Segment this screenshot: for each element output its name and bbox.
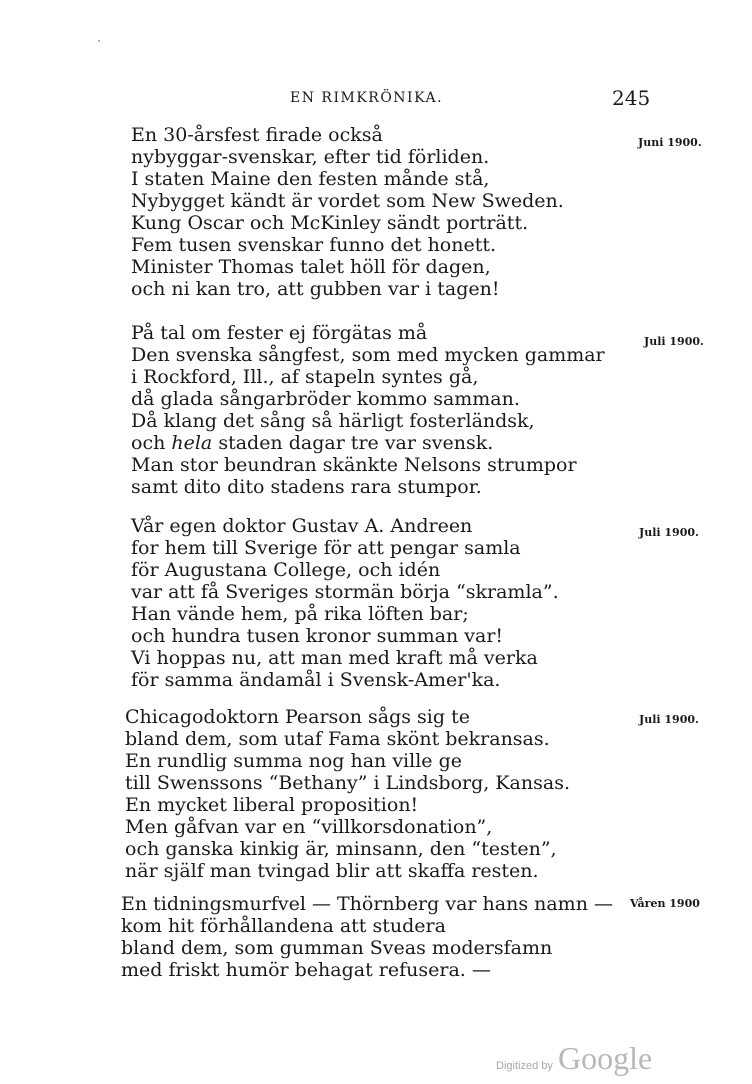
verse-line: Fem tusen svenskar funno det honett. <box>131 234 497 256</box>
verse-line: med friskt humör behagat refusera. — <box>121 959 491 981</box>
verse-line-rest: staden dagar tre var svensk. <box>218 432 494 454</box>
verse-line: och ganska kinkig är, minsann, den “testen”, <box>125 838 557 860</box>
margin-date: Juni 1900. <box>638 136 702 149</box>
verse-line: Minister Thomas talet höll för dagen, <box>131 256 491 278</box>
verse-line: Han vände hem, på rika löften bar; <box>131 603 469 625</box>
verse-line: En rundlig summa nog han ville ge <box>125 750 462 772</box>
page-number: 245 <box>612 86 651 110</box>
verse-line: Då klang det sång så härligt fosterländsk, <box>131 410 535 432</box>
verse-line: för Augustana College, och idén <box>131 559 441 581</box>
verse-line: var att få Sveriges stormän börja “skramla”. <box>131 581 559 603</box>
emphasized-word: hela <box>171 432 213 454</box>
verse-line: På tal om fester ej förgätas må <box>131 322 428 344</box>
verse-line: nybyggar-svenskar, efter tid förliden. <box>131 146 490 168</box>
margin-date: Juli 1900. <box>644 335 704 348</box>
verse-line-prefix: och <box>131 432 166 454</box>
margin-date: Juli 1900. <box>639 526 699 539</box>
verse-line: Kung Oscar och McKinley sändt porträtt. <box>131 212 529 234</box>
verse-line: Den svenska sångfest, som med mycken gammar <box>131 344 605 366</box>
verse-line: till Swenssons “Bethany” i Lindsborg, Kansas. <box>125 772 570 794</box>
watermark-prefix: Digitized by <box>496 1060 553 1072</box>
verse-line: En mycket liberal proposition! <box>125 794 419 816</box>
verse-line: samt dito dito stadens rara stumpor. <box>131 476 482 498</box>
running-title: EN RIMKRÖNIKA. <box>290 90 444 106</box>
verse-line: i Rockford, Ill., af stapeln syntes gå, <box>131 366 479 388</box>
verse-line: kom hit förhållandena att studera <box>121 915 446 937</box>
page-speck <box>98 40 100 42</box>
verse-line-with-emphasis <box>131 432 493 454</box>
verse-line: Vi hoppas nu, att man med kraft må verka <box>131 647 538 669</box>
google-logo: Google <box>558 1040 653 1076</box>
verse-line: bland dem, som gumman Sveas modersfamn <box>121 937 553 959</box>
verse-line: Men gåfvan var en “villkorsdonation”, <box>125 816 493 838</box>
page-header <box>0 86 752 110</box>
verse-line: då glada sångarbröder kommo samman. <box>131 388 520 410</box>
verse-line: for hem till Sverige för att pengar samla <box>131 537 521 559</box>
verse-line: Nybygget kändt är vordet som New Sweden. <box>131 190 564 212</box>
verse-line: bland dem, som utaf Fama skönt bekransas. <box>125 728 550 750</box>
verse-line: för samma ändamål i Svensk-Amer'ka. <box>131 669 501 691</box>
margin-date: Våren 1900 <box>630 897 700 910</box>
margin-date: Juli 1900. <box>639 713 699 726</box>
verse-line: när själf man tvingad blir att skaffa resten. <box>125 860 539 882</box>
verse-line: och hundra tusen kronor summan var! <box>131 625 504 647</box>
verse-line: Vår egen doktor Gustav A. Andreen <box>131 515 473 537</box>
verse-line: och ni kan tro, att gubben var i tagen! <box>131 278 500 300</box>
verse-line: En tidningsmurfvel — Thörnberg var hans namn — <box>121 893 613 915</box>
verse-line: Man stor beundran skänkte Nelsons strumpor <box>131 454 577 476</box>
verse-line: Chicagodoktorn Pearson sågs sig te <box>125 706 470 728</box>
verse-line: En 30-årsfest firade också <box>131 124 383 146</box>
verse-line: I staten Maine den festen månde stå, <box>131 168 490 190</box>
